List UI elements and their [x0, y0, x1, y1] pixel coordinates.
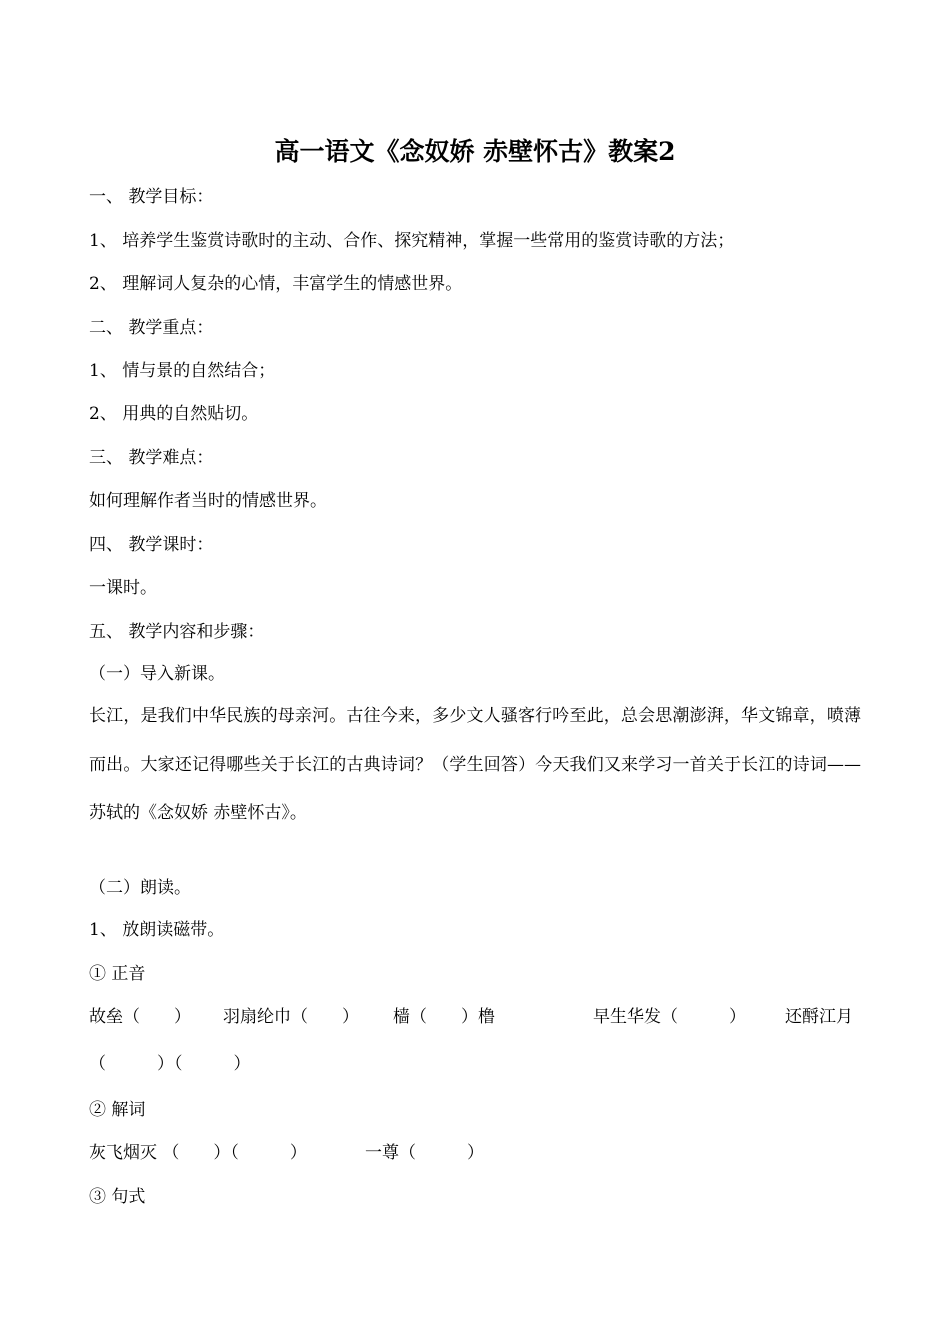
- section-heading-key-points: 二、 教学重点：: [89, 318, 214, 338]
- syntax-label: ③ 句式: [89, 1187, 146, 1207]
- key-point-item-1: 1、 情与景的自然结合；: [89, 361, 276, 381]
- reading-item-1: 1、 放朗读磁带。: [89, 920, 225, 940]
- vocabulary-label: ② 解词: [89, 1100, 146, 1120]
- pronunciation-label: ① 正音: [89, 964, 146, 984]
- objective-item-2: 2、 理解词人复杂的心情，丰富学生的情感世界。: [89, 274, 463, 294]
- document-title: 高一语文《念奴娇 赤壁怀古》教案2: [274, 137, 676, 166]
- introduction-paragraph: 长江，是我们中华民族的母亲河。古往今来，多少文人骚客行吟至此，总会思潮澎湃，华文锦章，喷薄而出。大家还记得哪些关于长江的古典诗词？（学生回答）今天我们又来学习一首关于长江的诗词——苏轼的《念奴娇 赤壁怀古》。: [89, 706, 861, 823]
- vocabulary-item: 灰飞烟灭 （ ）（ ）: [89, 1143, 307, 1163]
- objective-item-1: 1、 培养学生鉴赏诗歌时的主动、合作、探究精神，掌握一些常用的鉴赏诗歌的方法；: [89, 231, 735, 251]
- pronunciation-item: 樯（ ）橹: [393, 1007, 495, 1027]
- pronunciation-item: 羽扇纶巾（ ）: [223, 1007, 359, 1027]
- pronunciation-item: 早生华发（ ）: [593, 1007, 746, 1027]
- pronunciation-item: 故垒（ ）: [89, 1007, 191, 1027]
- section-heading-content-steps: 五、 教学内容和步骤：: [89, 622, 265, 642]
- pronunciation-item: 还酹江月: [785, 1007, 853, 1027]
- class-hours-text: 一课时。: [89, 578, 157, 598]
- key-point-item-2: 2、 用典的自然贴切。: [89, 404, 259, 424]
- section-heading-objectives: 一、 教学目标：: [89, 187, 214, 207]
- section-heading-class-hours: 四、 教学课时：: [89, 535, 214, 555]
- section-heading-difficulties: 三、 教学难点：: [89, 448, 214, 468]
- step-heading-reading: （二）朗读。: [89, 878, 191, 898]
- pronunciation-continuation: （ ）（ ）: [89, 1054, 251, 1074]
- difficulty-text: 如何理解作者当时的情感世界。: [89, 491, 327, 511]
- step-heading-introduction: （一）导入新课。: [89, 664, 225, 684]
- vocabulary-item: 一尊（ ）: [365, 1143, 484, 1163]
